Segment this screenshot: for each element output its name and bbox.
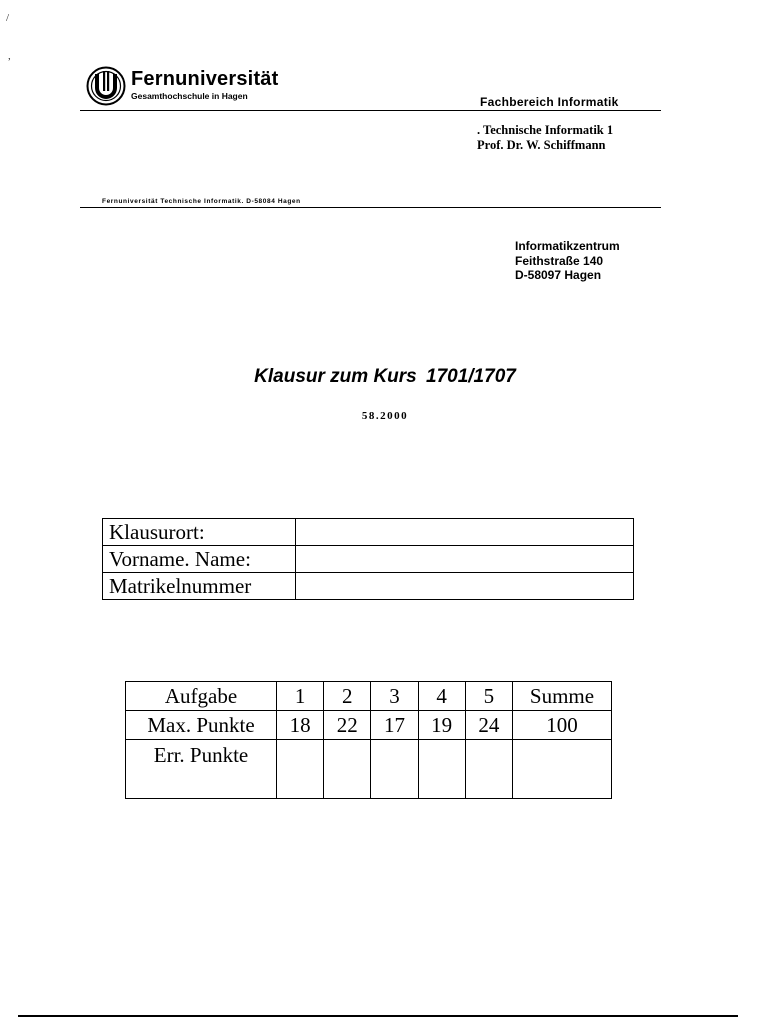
name-label: Vorname. Name: xyxy=(103,546,296,573)
task-header-label: Aufgabe xyxy=(126,682,277,711)
sum-header: Summe xyxy=(513,682,612,711)
max-points-total: 100 xyxy=(513,711,612,740)
task-number: 3 xyxy=(371,682,418,711)
chair-block xyxy=(477,123,613,153)
points-table xyxy=(125,681,612,799)
table-row xyxy=(126,740,612,799)
exam-title xyxy=(0,366,770,388)
university-logo-icon xyxy=(86,66,126,106)
address-line-3: D-58097 Hagen xyxy=(515,268,602,282)
exam-date: 58.2000 xyxy=(361,410,409,422)
achieved-points-cell[interactable] xyxy=(277,740,324,799)
max-points-cell: 24 xyxy=(465,711,512,740)
task-number: 2 xyxy=(324,682,371,711)
footer-divider xyxy=(18,1015,738,1017)
table-row xyxy=(126,682,612,711)
max-points-cell: 18 xyxy=(277,711,324,740)
task-number: 1 xyxy=(277,682,324,711)
university-name: Fernuniversität xyxy=(131,68,279,90)
location-field[interactable] xyxy=(296,519,634,546)
achieved-points-total[interactable] xyxy=(513,740,612,799)
achieved-points-cell[interactable] xyxy=(324,740,371,799)
max-points-label: Max. Punkte xyxy=(126,711,277,740)
table-row xyxy=(103,546,634,573)
task-number: 5 xyxy=(465,682,512,711)
matriculation-field[interactable] xyxy=(296,573,634,600)
max-points-cell: 17 xyxy=(371,711,418,740)
exam-info-table xyxy=(102,518,634,600)
location-label: Klausurort: xyxy=(103,519,296,546)
max-points-cell: 22 xyxy=(324,711,371,740)
achieved-points-label: Err. Punkte xyxy=(126,740,277,799)
matriculation-label: Matrikelnummer xyxy=(103,573,296,600)
address-block xyxy=(515,239,620,283)
header-divider xyxy=(80,110,661,111)
achieved-points-cell[interactable] xyxy=(371,740,418,799)
achieved-points-cell[interactable] xyxy=(465,740,512,799)
table-row xyxy=(103,573,634,600)
chair-line-2: Prof. Dr. W. Schiffmann xyxy=(477,138,606,152)
chair-line-1: . Technische Informatik 1 xyxy=(477,123,614,137)
address-line-2: Feithstraße 140 xyxy=(515,253,604,268)
exam-title-text: Klausur zum Kurs xyxy=(254,366,417,387)
table-row xyxy=(103,519,634,546)
margin-mark-second: , xyxy=(8,50,11,62)
sender-divider xyxy=(80,207,661,208)
university-subtitle: Gesamthochschule in Hagen xyxy=(131,91,248,101)
table-row xyxy=(126,711,612,740)
department-label: Fachbereich Informatik xyxy=(480,95,619,109)
exam-course-number: 1701/1707 xyxy=(426,366,516,387)
address-line-1: Informatikzentrum xyxy=(515,239,620,253)
sender-line: Fernuniversität Technische Informatik. D-58084 Hagen xyxy=(102,198,301,205)
max-points-cell: 19 xyxy=(418,711,465,740)
achieved-points-cell[interactable] xyxy=(418,740,465,799)
margin-mark-top: / xyxy=(6,12,10,24)
task-number: 4 xyxy=(418,682,465,711)
name-field[interactable] xyxy=(296,546,634,573)
